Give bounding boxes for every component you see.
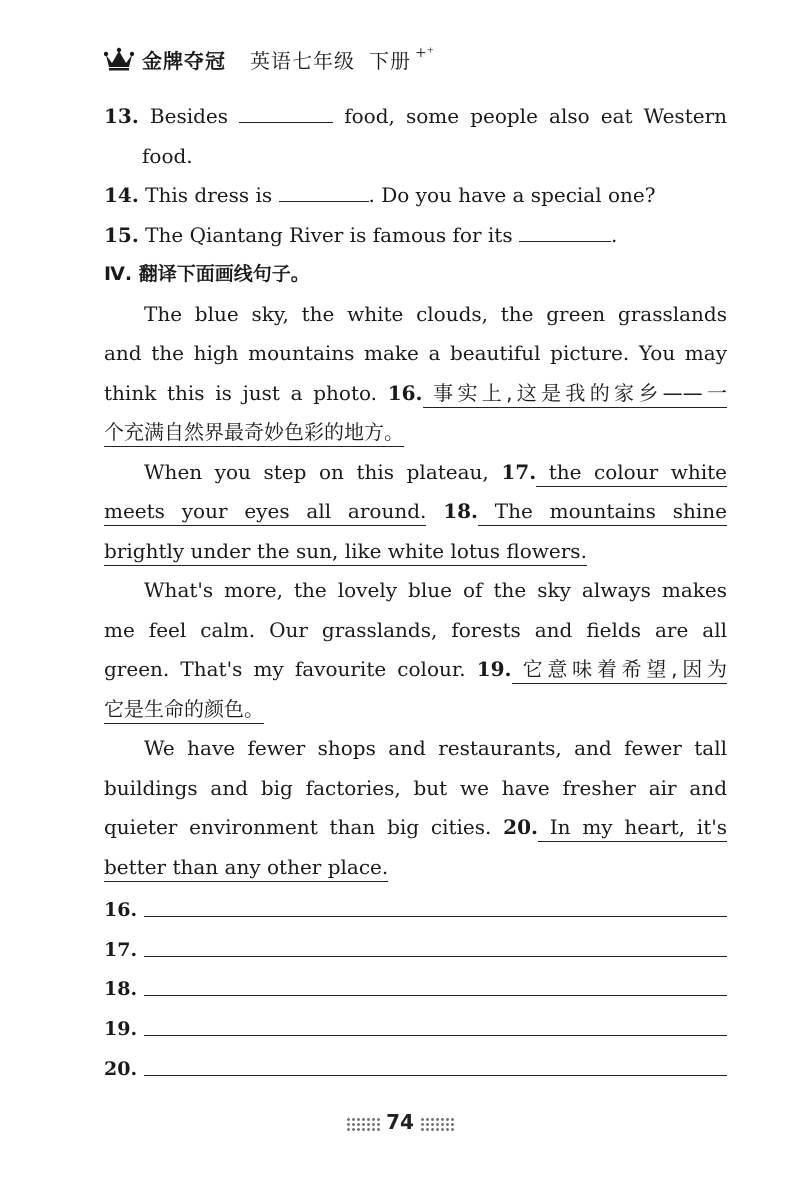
crown-logo-icon bbox=[104, 47, 134, 71]
blank-13[interactable] bbox=[239, 100, 333, 123]
underlined-sentence-16: 事实上,这是我的家乡——一 bbox=[423, 381, 728, 408]
page-header bbox=[104, 44, 434, 74]
passage-line: think this is just a photo. 16. 事实上,这是我的家乡——一 bbox=[104, 374, 727, 414]
answer-row-17: 17. bbox=[104, 923, 727, 963]
book-title: 英语七年级 bbox=[250, 48, 355, 73]
passage-line: green. That's my favourite colour. 19. 它意味着希望,因为 bbox=[104, 650, 727, 690]
question-13: 13. Besides food, some people also eat Western bbox=[104, 97, 727, 137]
underlined-sentence-19: 它意味着希望,因为 bbox=[512, 657, 728, 684]
passage-line bbox=[104, 532, 727, 572]
passage-line: buildings and big factories, but we have fresher air and bbox=[104, 775, 727, 800]
blank-14[interactable] bbox=[279, 179, 369, 202]
answer-row-18: 18. bbox=[104, 963, 727, 1003]
underlined-sentence-17-cont: meets your eyes all around. bbox=[104, 499, 426, 526]
sparkle-decoration: +⁺ bbox=[415, 45, 435, 61]
passage-line: We have fewer shops and restaurants, and fewer tall bbox=[144, 736, 727, 760]
underlined-sentence-18-cont: brightly under the sun, like white lotus flowers. bbox=[104, 539, 587, 566]
blank-15[interactable] bbox=[519, 219, 611, 242]
answer-line[interactable] bbox=[144, 1034, 727, 1036]
question-14: 14. This dress is . Do you have a special one? bbox=[104, 176, 727, 216]
section-title: Ⅳ. 翻译下面画线句子。 bbox=[104, 263, 310, 285]
volume-label: 下册 bbox=[369, 48, 411, 73]
page-footer bbox=[0, 1110, 800, 1134]
answer-row-20: 20. bbox=[104, 1042, 727, 1082]
underlined-sentence-19-cont: 它是生命的颜色。 bbox=[104, 697, 264, 724]
underlined-sentence-16-cont: 个充满自然界最奇妙色彩的地方。 bbox=[104, 420, 404, 447]
passage-line: meets your eyes all around. 18. The mountains shine bbox=[104, 492, 727, 532]
answer-lines bbox=[104, 883, 727, 1082]
answer-line[interactable] bbox=[144, 955, 727, 957]
answer-line[interactable] bbox=[144, 994, 727, 996]
answer-row-19: 19. bbox=[104, 1002, 727, 1042]
underlined-sentence-18: The mountains shine bbox=[478, 499, 727, 526]
page-number: 74 bbox=[386, 1110, 414, 1134]
passage-line bbox=[104, 413, 727, 453]
passage-line: What's more, the lovely blue of the sky always makes bbox=[144, 578, 727, 602]
passage-line bbox=[104, 690, 727, 730]
passage-line: me feel calm. Our grasslands, forests and fields are all bbox=[104, 617, 727, 642]
passage-line bbox=[104, 848, 727, 888]
answer-line[interactable] bbox=[144, 1074, 727, 1076]
fill-blank-section bbox=[104, 97, 727, 887]
underlined-sentence-20-cont: better than any other place. bbox=[104, 855, 388, 882]
brand-title: 金牌夺冠 bbox=[142, 48, 226, 73]
dot-pattern-icon bbox=[420, 1117, 454, 1131]
passage-line: and the high mountains make a beautiful picture. You may bbox=[104, 341, 727, 365]
question-13-cont: food. bbox=[142, 143, 193, 168]
passage-line: When you step on this plateau, 17. the colour white bbox=[104, 453, 727, 493]
underlined-sentence-17: the colour white bbox=[536, 460, 727, 487]
question-15: 15. The Qiantang River is famous for its . bbox=[104, 216, 727, 256]
answer-row-16: 16. bbox=[104, 883, 727, 923]
underlined-sentence-20: In my heart, it's bbox=[538, 815, 727, 842]
answer-line[interactable] bbox=[144, 915, 727, 917]
passage-line: The blue sky, the white clouds, the green grasslands bbox=[144, 301, 727, 326]
dot-pattern-icon bbox=[346, 1117, 380, 1131]
passage-line: quieter environment than big cities. 20. In my heart, it's bbox=[104, 808, 727, 848]
